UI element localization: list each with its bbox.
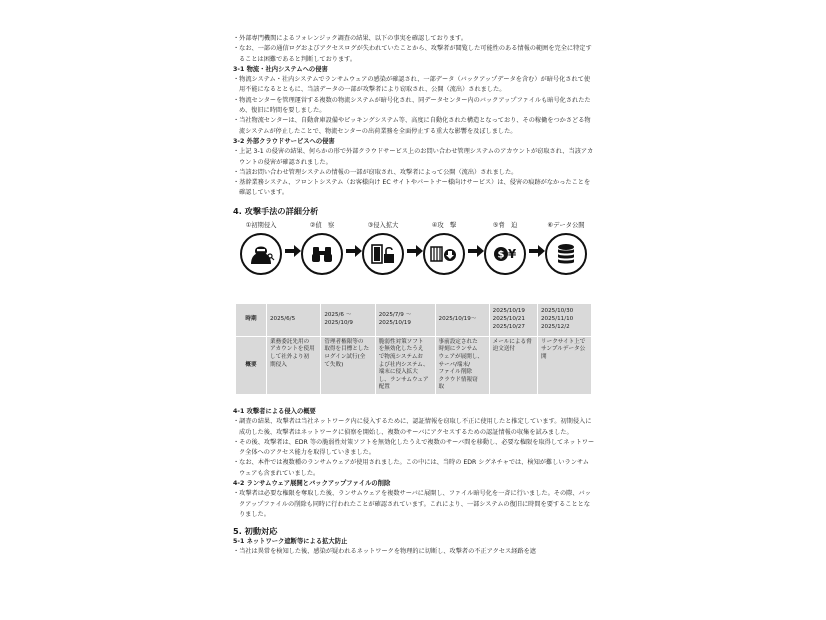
door-unlock-icon [362, 233, 404, 275]
section-4-1-line-2: ・その後、攻撃者は、EDR 等の脆弱性対策ソフトを無効化したうえで複数のサーバ間を移動し、必要な権限を取得してネットワーク全体へのアクセス能力を取得していきました。 [233, 438, 595, 457]
section-3-1-heading: 3-1 物流・社内システムへの侵害 [233, 65, 328, 73]
period-cell [267, 303, 321, 336]
binoculars-icon [301, 233, 343, 275]
attack-timeline-table [235, 303, 592, 395]
period-text: 2025/10/19～ [438, 315, 477, 322]
step-extortion [477, 221, 533, 275]
section-4-heading: 4. 攻撃手法の詳細分析 [233, 205, 319, 216]
attack-steps-diagram [233, 221, 595, 299]
period-text: 2025/7/9 ～ 2025/10/19 [378, 312, 412, 326]
intro-line-1: ・外部専門機関によるフォレンジック調査の結果、以下の事実を確認しております。 [233, 35, 468, 42]
section-3-1-line-3: ・当社物流センターは、自動倉庫設備やピッキングシステム等、高度に自動化された構造となっており、その稼働をつかさどる物流システムが停止したことで、物流センターの出荷業務を全面停止する重大な影響を及ぼしました。 [233, 117, 591, 135]
step-label: ③侵入拡大 [367, 221, 399, 229]
svg-text:¥: ¥ [507, 246, 517, 261]
step-lateral-expansion [355, 221, 411, 275]
section-4-1-line-3: ・なお、本件では複数種のランサムウェアが使用されました。この中には、当時の EDR シグネチャでは、検知が難しいランサムウェアも含まれていました。 [233, 459, 589, 477]
encryption-download-icon [423, 233, 465, 275]
section-5-heading: 5. 初動対応 [233, 526, 278, 537]
section-5-1-heading: 5-1 ネットワーク遮断等による拡大防止 [233, 538, 348, 546]
document-page [233, 34, 595, 558]
section-3-1-line-1: ・物流システム・社内システムでランサムウェアの感染が確認され、一部データ（バックアップデータを含む）が暗号化されて使用不能になるとともに、当該データの一部が攻撃者により窃取され、公開（流出）されました。 [233, 76, 591, 94]
summary-header: 概要 [236, 336, 267, 394]
step-label: ①初期侵入 [245, 221, 277, 229]
summary-cell [489, 336, 537, 394]
hacker-icon [240, 233, 282, 275]
summary-cell [435, 336, 489, 394]
step-label: ⑥データ公開 [547, 221, 585, 229]
summary-cell [375, 336, 435, 394]
section-5-1-line-1: ・当社は異常を検知した後、感染が疑われるネットワークを物理的に切断し、攻撃者の不正アクセス経路を遮 [233, 548, 536, 556]
summary-text: 脆弱性対策ソフト を無効化したうえ で物流システムお よび社内システム、 端末に侵入拡大 し、ランサムウェア 配置 [378, 338, 429, 391]
summary-text: リークサイト上で サンプルデータ公 開 [541, 338, 586, 360]
step-label: ⑤脅 迫 [492, 221, 518, 229]
step-data-publication [538, 221, 594, 275]
step-reconnaissance [294, 221, 350, 275]
database-icon [545, 233, 587, 275]
summary-text: 管理者権限等の 取得を目標とした ログイン試行(全 て失敗) [324, 338, 370, 368]
period-text: 2025/10/30 2025/11/10 2025/12/2 [541, 308, 574, 330]
summary-row [236, 336, 592, 394]
section-3-1-line-2: ・物流センターを管理運営する複数の物流システムが暗号化され、同データセンター内のバックアップファイルも暗号化されたため、復旧に時間を要しました。 [233, 96, 591, 115]
section-3-2-line-2: ・当該お問い合わせ管理システムの情報の一部が窃取され、攻撃者によって公開（流出）されました。 [233, 168, 518, 176]
step-label: ④攻 撃 [431, 221, 457, 229]
section-4-1-heading: 4-1 攻撃者による侵入の概要 [233, 407, 316, 415]
section-3-2-line-3: ・基幹業務システム、フロントシステム（お客様向け EC サイトやパートナー様向けサービス）は、侵害の痕跡がなかったことを確認しています。 [233, 179, 591, 197]
summary-cell [538, 336, 592, 394]
section-4-1-line-1: ・調査の結果、攻撃者は当社ネットワーク内に侵入するために、認証情報を窃取し不正に使用したと推定しています。初期侵入に成功した後、攻撃者はネットワークに偵察を開始し、複数のサーバにアクセスするための認証情報の収集を試みました。 [233, 418, 592, 436]
period-text: 2025/6 ～ 2025/10/9 [324, 312, 353, 326]
summary-cell [321, 336, 375, 394]
section-3-2-line-1: ・上記 3-1 の侵害の結果、何らかの形で外部クラウドサービス上のお問い合わせ管理システムのアカウントが窃取され、当該アカウントの侵害が確認されました。 [233, 148, 594, 166]
period-text: 2025/6/5 [270, 315, 296, 322]
period-cell [321, 303, 375, 336]
step-initial-intrusion [233, 221, 289, 275]
intro-line-2: ・なお、一部の通信ログおよびアクセスログが失われていたことから、攻撃者が閲覧した可能性のある情報の範囲を完全に特定することは困難であると判断しております。 [233, 45, 592, 63]
summary-cell [267, 336, 321, 394]
summary-text: 事前設定された 時刻にランサム ウェアが展開し、 サーバ/端末/ ファイル削除 クラウド情報窃 取 [438, 338, 484, 391]
period-cell [435, 303, 489, 336]
period-text: 2025/10/19 2025/10/21 2025/10/27 [492, 308, 525, 330]
period-cell [489, 303, 537, 336]
step-attack [416, 221, 472, 275]
period-cell [538, 303, 592, 336]
summary-text: メールによる脅 迫文送付 [492, 338, 532, 353]
money-icon [484, 233, 526, 275]
section-4-2-heading: 4-2 ランサムウェア展開とバックアップファイルの削除 [233, 479, 391, 487]
step-label: ②偵 察 [309, 221, 335, 229]
period-cell [375, 303, 435, 336]
summary-text: 業務委託先用の アカウントを使用 して社外より初 期侵入 [270, 338, 315, 368]
section-4-2-line-1: ・攻撃者は必要な権限を奪取した後、ランサムウェアを複数サーバに展開し、ファイル暗号化を一斉に行いました。その際、バックアップファイルの削除も同時に行われたことが確認されています。これにより、一部システムの復旧に時間を要することとなりました。 [233, 490, 591, 518]
svg-text:$: $ [497, 249, 505, 261]
period-row [236, 303, 592, 336]
section-3-2-heading: 3-2 外部クラウドサービスへの侵害 [233, 137, 335, 145]
period-header: 時期 [236, 303, 267, 336]
